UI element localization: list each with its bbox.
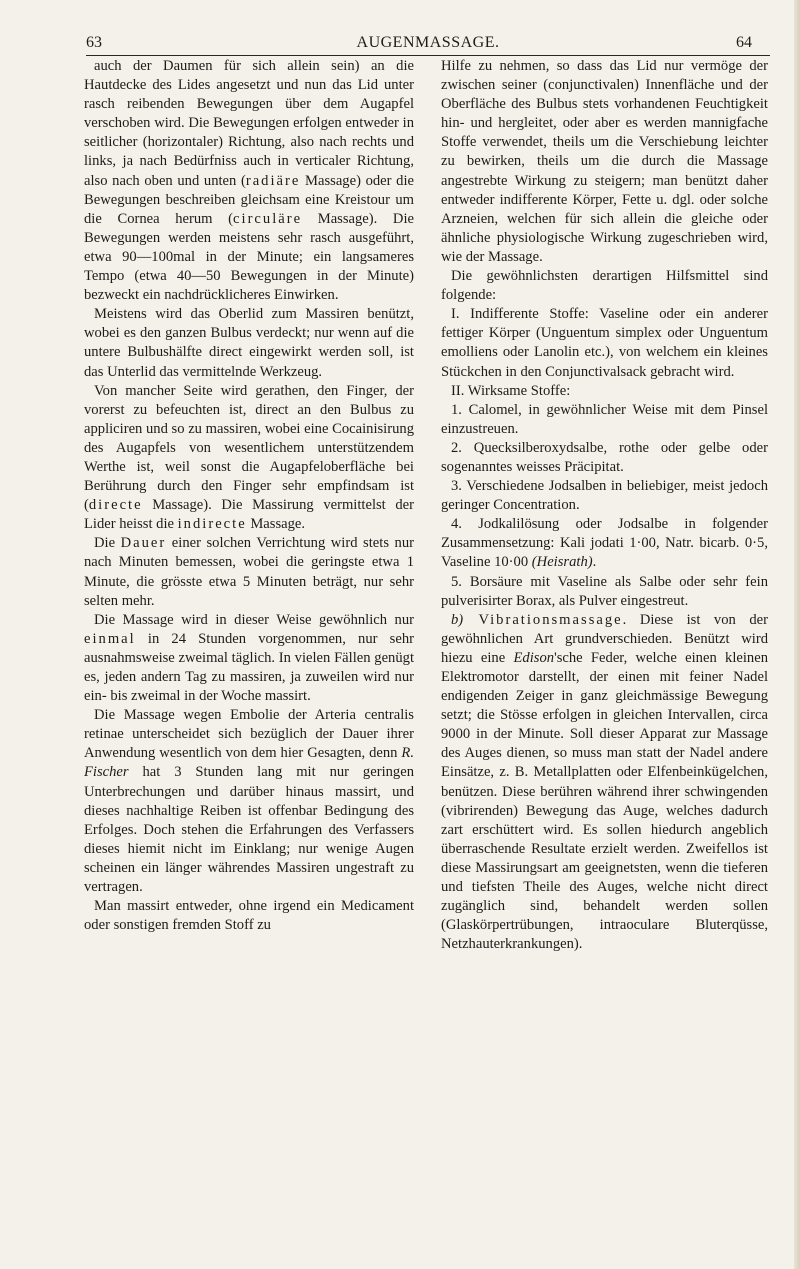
text-run: . Diese ist von der gewöhnlichen Art grundverschieden. Benützt wird hiezu eine bbox=[441, 611, 768, 666]
text-run: Die bbox=[94, 535, 121, 552]
text-run: Meistens wird das Oberlid zum Massiren benützt, wobei es den ganzen Bulbus verdeckt; nur wenn auf die untere Bulbushälfte direct eingewirkt werden soll, ist das Unterlid das vermittelnde Werkzeug. bbox=[84, 306, 414, 380]
paragraph bbox=[441, 573, 768, 611]
text-run: 2. Quecksilberoxydsalbe, rothe oder gelbe oder sogenanntes weisses Präcipitat. bbox=[441, 439, 768, 475]
text-run: 'sche Feder, welche einen kleinen Elektromotor darstellt, der einen mit feiner Nadel endigenden Zeiger in ganz gleichmässige Bewegung setzt; die Stösse erfolgen in gleichen Intervallen, circa 9000 in der Minute. Soll dieser Apparat zur Massage des Auges dienen, so muss man statt der Nadel andere Einsätze, z. B. Metallplatten oder Elfenbeinkügelchen, benützen. Diese berühren während ihrer schwingenden (vibrirenden) Bewegung das Auge, welches dadurch zart erschüttert wird. Es sollen hiedurch angeblich überraschende Resultate erzielt werden. Zweifellos ist diese Massirungsart am geeignetsten, wenn die tieferen und tiefsten Theile des Auges, welche nicht direct zugänglich sind, behandelt werden sollen (Glaskörpertrübungen, intraoculare Bluterqüsse, Netzhauterkrankungen). bbox=[441, 649, 768, 953]
spaced-emphasis: einmal bbox=[84, 630, 136, 647]
left-column bbox=[84, 57, 414, 935]
page-edge bbox=[794, 0, 800, 1269]
text-run: Massage). Die Bewegungen werden meistens sehr rasch ausgeführt, etwa 90—100mal in der Minute; ein langsameres Tempo (etwa 40—50 Bewegungen in der Minute) bezweckt ein nachdrücklicheres Einwirken. bbox=[84, 210, 414, 304]
paragraph bbox=[84, 57, 414, 305]
spaced-emphasis: circuläre bbox=[233, 210, 303, 227]
spaced-emphasis: indirecte bbox=[177, 516, 247, 533]
text-run: 5. Borsäure mit Vaseline als Salbe oder sehr fein pulverisirter Borax, als Pulver eingestreut. bbox=[441, 573, 768, 609]
text-run: I. Indifferente Stoffe: Vaseline oder ein anderer fettiger Körper (Unguentum simplex oder Unguentum emolliens oder Lanolin etc.), von welchem ein kleines Stückchen in den Conjunctivalsack gebracht wird. bbox=[441, 306, 768, 380]
paragraph bbox=[441, 477, 768, 515]
paragraph bbox=[441, 611, 768, 955]
paragraph bbox=[441, 515, 768, 572]
italic-text: (Heisrath) bbox=[531, 554, 593, 571]
running-title: AUGENMASSAGE. bbox=[356, 34, 500, 51]
text-run: hat 3 Stunden lang mit nur geringen Unterbrechungen und darüber hinaus massirt, und dieses nachhaltige Reiben ist offenbar Bedingung des Erfolges. Doch stehen die Erfahrungen des Verfassers dieses hiemit nicht im Einklang; nur wenige Augen scheinen ein länger währendes Massiren ungestraft zu vertragen. bbox=[84, 764, 414, 896]
text-run: 4. Jodkalilösung oder Jodsalbe in folgender Zusammensetzung: Kali jodati 1·00, Natr. bicarb. 0·5, Vaseline 10·00 bbox=[441, 516, 768, 571]
italic-text: R. Fischer bbox=[84, 745, 414, 781]
paragraph bbox=[441, 267, 768, 305]
spaced-emphasis: Vibrationsmassage bbox=[463, 611, 623, 628]
text-run: Man massirt entweder, ohne irgend ein Medicament oder sonstigen fremden Stoff zu bbox=[84, 898, 414, 934]
page-number-right: 64 bbox=[736, 34, 752, 51]
text-run: Von mancher Seite wird gerathen, den Finger, der vorerst zu befeuchten ist, direct an den Bulbus zu appliciren und so zu massiren, wobei eine Cocainisirung des Augapfels von wesentlichem unterstützendem Werthe ist, weil sonst die Augapfeloberfläche bei Berührung durch den Finger sehr empfindsam ist ( bbox=[84, 382, 414, 514]
text-run: Massage). Die Massirung vermittelst der Lider heisst die bbox=[84, 497, 414, 533]
text-run: Hilfe zu nehmen, so dass das Lid nur vermöge der zwischen seiner (conjunctivalen) Innenfläche und der Oberfläche des Bulbus stets vorhandenen Feuchtigkeit hin- und hergleitet, oder aber es werden mannigfache Stoffe verwendet, theils um die Verschiebung leichter zu bewirken, theils um die durch die Massage angestrebte Wirkung zu steigern; man benützt daher entweder indifferente Körper, Fette u. dgl. oder solche Arzneien, welchen für sich allein die gleiche oder ähnliche physiologische Wirkung zugeschrieben wird, wie der Massage. bbox=[441, 58, 768, 265]
paragraph bbox=[84, 534, 414, 610]
text-run: II. Wirksame Stoffe: bbox=[451, 382, 571, 399]
italic-text: b) bbox=[451, 611, 464, 628]
paragraph bbox=[441, 382, 768, 401]
paragraph bbox=[441, 57, 768, 267]
header-rule bbox=[86, 55, 770, 56]
text-run: in 24 Stunden vorgenommen, nur sehr ausnahmsweise zweimal täglich. In vielen Fällen genügt es, jeden andern Tag zu massiren, ja zuweilen wird nur ein- bis zweimal in der Woche massirt. bbox=[84, 630, 414, 705]
text-run: auch der Daumen für sich allein sein) an die Hautdecke des Lides angesetzt und nun das Lid unter rasch reibenden Bewegungen über dem Augapfel verschoben wird. Die Bewegungen erfolgen entweder in seitlicher (horizontaler) Richtung, also nach rechts und links, ja nach Bedürfniss auch in verticaler Richtung, also nach oben und unten ( bbox=[84, 58, 414, 189]
paragraph bbox=[84, 305, 414, 381]
paragraph bbox=[441, 439, 768, 477]
text-run: . bbox=[592, 554, 597, 571]
page-number-left: 63 bbox=[86, 34, 102, 51]
paragraph bbox=[84, 706, 414, 897]
text-run: 1. Calomel, in gewöhnlicher Weise mit dem Pinsel einzustreuen. bbox=[441, 401, 768, 437]
text-run: 3. Verschiedene Jodsalben in beliebiger, meist jedoch geringer Concentration. bbox=[441, 478, 768, 514]
text-run: einer solchen Verrichtung wird stets nur nach Minuten bemessen, wobei die geringste etwa 1 Minute, die grösste etwa 5 Minuten beträgt, nur sehr selten mehr. bbox=[84, 535, 414, 609]
text-run: Die Massage wegen Embolie der Arteria centralis retinae unterscheidet sich bezüglich der Dauer ihrer Anwendung wesentlich von dem hier Gesagten, denn bbox=[84, 707, 414, 762]
right-column bbox=[441, 57, 768, 954]
spaced-emphasis: Dauer bbox=[120, 535, 167, 552]
text-run: Massage) oder die Bewegungen beschreiben gleichsam eine Kreistour um die Cornea herum ( bbox=[84, 172, 414, 227]
paragraph bbox=[84, 611, 414, 706]
paragraph bbox=[441, 401, 768, 439]
text-run: Massage. bbox=[246, 516, 306, 533]
running-header bbox=[86, 30, 770, 56]
text-run: Die Massage wird in dieser Weise gewöhnlich nur bbox=[94, 611, 414, 628]
paragraph bbox=[84, 897, 414, 935]
paragraph bbox=[441, 305, 768, 381]
italic-text: Edison bbox=[513, 649, 555, 666]
text-run: Die gewöhnlichsten derartigen Hilfsmittel sind folgende: bbox=[441, 268, 768, 304]
spaced-emphasis: radiäre bbox=[245, 172, 301, 189]
spaced-emphasis: directe bbox=[88, 497, 143, 514]
paragraph bbox=[84, 382, 414, 535]
